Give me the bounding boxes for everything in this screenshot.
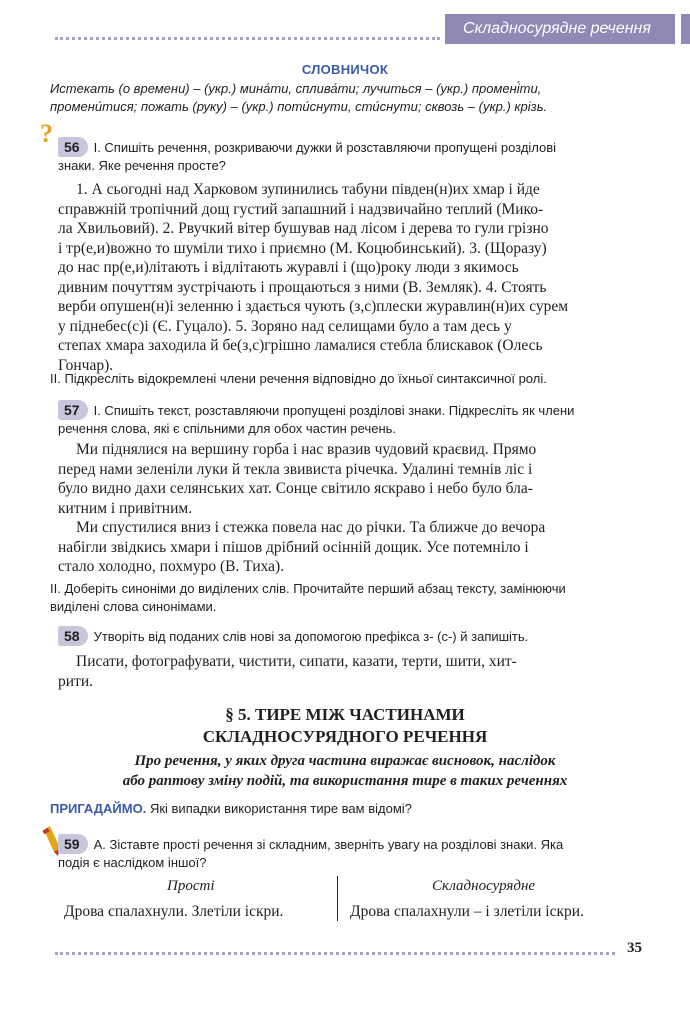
glossary-line: промени́тися; пожать (руку) – (укр.) поти́снути, сти́снути; сквозь – (укр.) крізь. — [50, 99, 548, 114]
exercise-56-text — [58, 180, 632, 375]
table-header-compound: Складносурядне — [432, 878, 536, 894]
text-line: стало холодно, похмуро (В. Тиха). — [58, 558, 285, 575]
table-header-simple: Прості — [167, 878, 215, 894]
exercise-58-task — [58, 626, 632, 646]
exercise-56-task-ii: ІІ. Підкресліть відокремлені члени речення відповідно до їхньої синтаксичної ролі. — [50, 371, 547, 386]
task-text: виділені слова синонімами. — [50, 599, 217, 614]
remind-text: Які випадки використання тире вам відомі? — [149, 801, 412, 816]
task-text: Утворіть від поданих слів нові за допомогою префікса з- (с-) й запишіть. — [93, 629, 529, 644]
header-dotted-rule — [55, 37, 440, 40]
exercise-56-task — [58, 137, 632, 175]
task-text: подія є наслідком іншої? — [58, 855, 207, 870]
text-line: верби опушен(н)і зеленню і здається чують (з,с)плески журавлин(н)их сурем — [58, 298, 569, 315]
task-text: ІІ. Доберіть синоніми до виділених слів. Прочитайте перший абзац тексту, замінюючи — [50, 581, 566, 596]
text-line: справжній тропічний дощ густий запашний і надзвичайно теплий (Мико- — [58, 200, 544, 218]
text-line: степах хмара заходила й бе(з,с)грішно ламалися стебла блискавок (Олесь — [58, 337, 543, 354]
glossary-title: СЛОВНИЧОК — [301, 62, 389, 77]
table-cell-compound: Дрова спалахнули – і злетіли іскри. — [350, 903, 584, 920]
text-line: до нас пр(е,и)літають і відлітають журавлі і (що)року люди з якимось — [58, 259, 519, 276]
glossary-line: Истекать (о времени) – (укр.) мина́ти, сплива́ти; лучиться – (укр.) промені́ти, — [50, 81, 542, 96]
text-line: Ми спустилися вниз і стежка повела нас до річки. Та ближче до вечора — [76, 519, 546, 536]
text-line: дивним почуттям зустрічають і прощаються з ними (В. Земляк). 4. Стоять — [58, 278, 547, 296]
exercise-number: 57 — [58, 400, 88, 420]
glossary-text — [50, 80, 650, 116]
text-line: Писати, фотографувати, чистити, сипати, казати, терти, шити, хит- — [76, 653, 517, 670]
exercise-59-task — [58, 834, 632, 872]
text-line: Ми піднялися на вершину горба і нас вразив чудовий краєвид. Прямо — [76, 441, 537, 458]
page-number: 35 — [627, 940, 642, 956]
section-subtitle: або раптову зміну подій, та використання тире в таких реченнях — [122, 773, 568, 789]
remind-block — [50, 800, 624, 818]
remind-label: ПРИГАДАЙМО. — [50, 801, 147, 816]
section-subtitle: Про речення, у яких друга частина виражає висновок, наслідок — [134, 753, 556, 769]
table-divider — [337, 876, 338, 921]
exercise-57-task — [58, 400, 632, 438]
text-line: і тр(е,и)вожно то шуміли тихо і приємно (М. Коцюбинський). 3. (Щоразу) — [58, 239, 547, 257]
task-text: І. Спишіть речення, розкриваючи дужки й розставляючи пропущені розділові — [93, 140, 557, 155]
text-line: 1. А сьогодні над Харковом зупинились табуни півден(н)их хмар і йде — [76, 181, 540, 198]
chapter-header: Складносурядне речення — [445, 14, 675, 44]
task-text: знаки. Яке речення просте? — [58, 158, 226, 173]
svg-text:?: ? — [40, 120, 53, 146]
exercise-number: 59 — [58, 834, 88, 854]
exercise-57-task-ii — [50, 580, 640, 616]
text-line: ла Хвильовий). 2. Рвучкий вітер бушував над лісом і дерева то гули грізно — [58, 220, 549, 237]
question-icon — [38, 120, 60, 146]
text-line: рити. — [58, 672, 93, 690]
exercise-58-text — [58, 652, 632, 691]
section-title: § 5. ТИРЕ МІЖ ЧАСТИНАМИ — [225, 705, 465, 724]
footer-dotted-rule — [55, 952, 615, 955]
text-line: набігли звідкись хмари і пішов дрібний осінній дощик. Усе потемніло і — [58, 538, 529, 556]
task-text: І. Спишіть текст, розставляючи пропущені розділові знаки. Підкресліть як члени — [93, 403, 575, 418]
text-line: китним і привітним. — [58, 499, 193, 517]
exercise-number: 56 — [58, 137, 88, 157]
task-text: А. Зіставте прості речення зі складним, зверніть увагу на розділові знаки. Яка — [93, 837, 564, 852]
task-text: речення слова, які є спільними для обох частин речень. — [58, 421, 397, 436]
exercise-number: 58 — [58, 626, 88, 646]
text-line: у піднебес(с)і (Є. Гуцало). 5. Зоряно над селищами було а там десь у — [58, 317, 512, 335]
section-title: СКЛАДНОСУРЯДНОГО РЕЧЕННЯ — [202, 727, 488, 746]
text-line: перед нами зеленіли луки й текла звивиста річечка. Удалині темнів ліс і — [58, 460, 533, 478]
table-cell-simple: Дрова спалахнули. Злетіли іскри. — [64, 903, 284, 920]
text-line: Гончар). — [58, 356, 114, 374]
exercise-57-text — [58, 440, 632, 577]
header-tab-edge — [681, 14, 690, 44]
text-line: було видно дахи селянських хат. Сонце світило яскраво і небо було бла- — [58, 480, 533, 497]
